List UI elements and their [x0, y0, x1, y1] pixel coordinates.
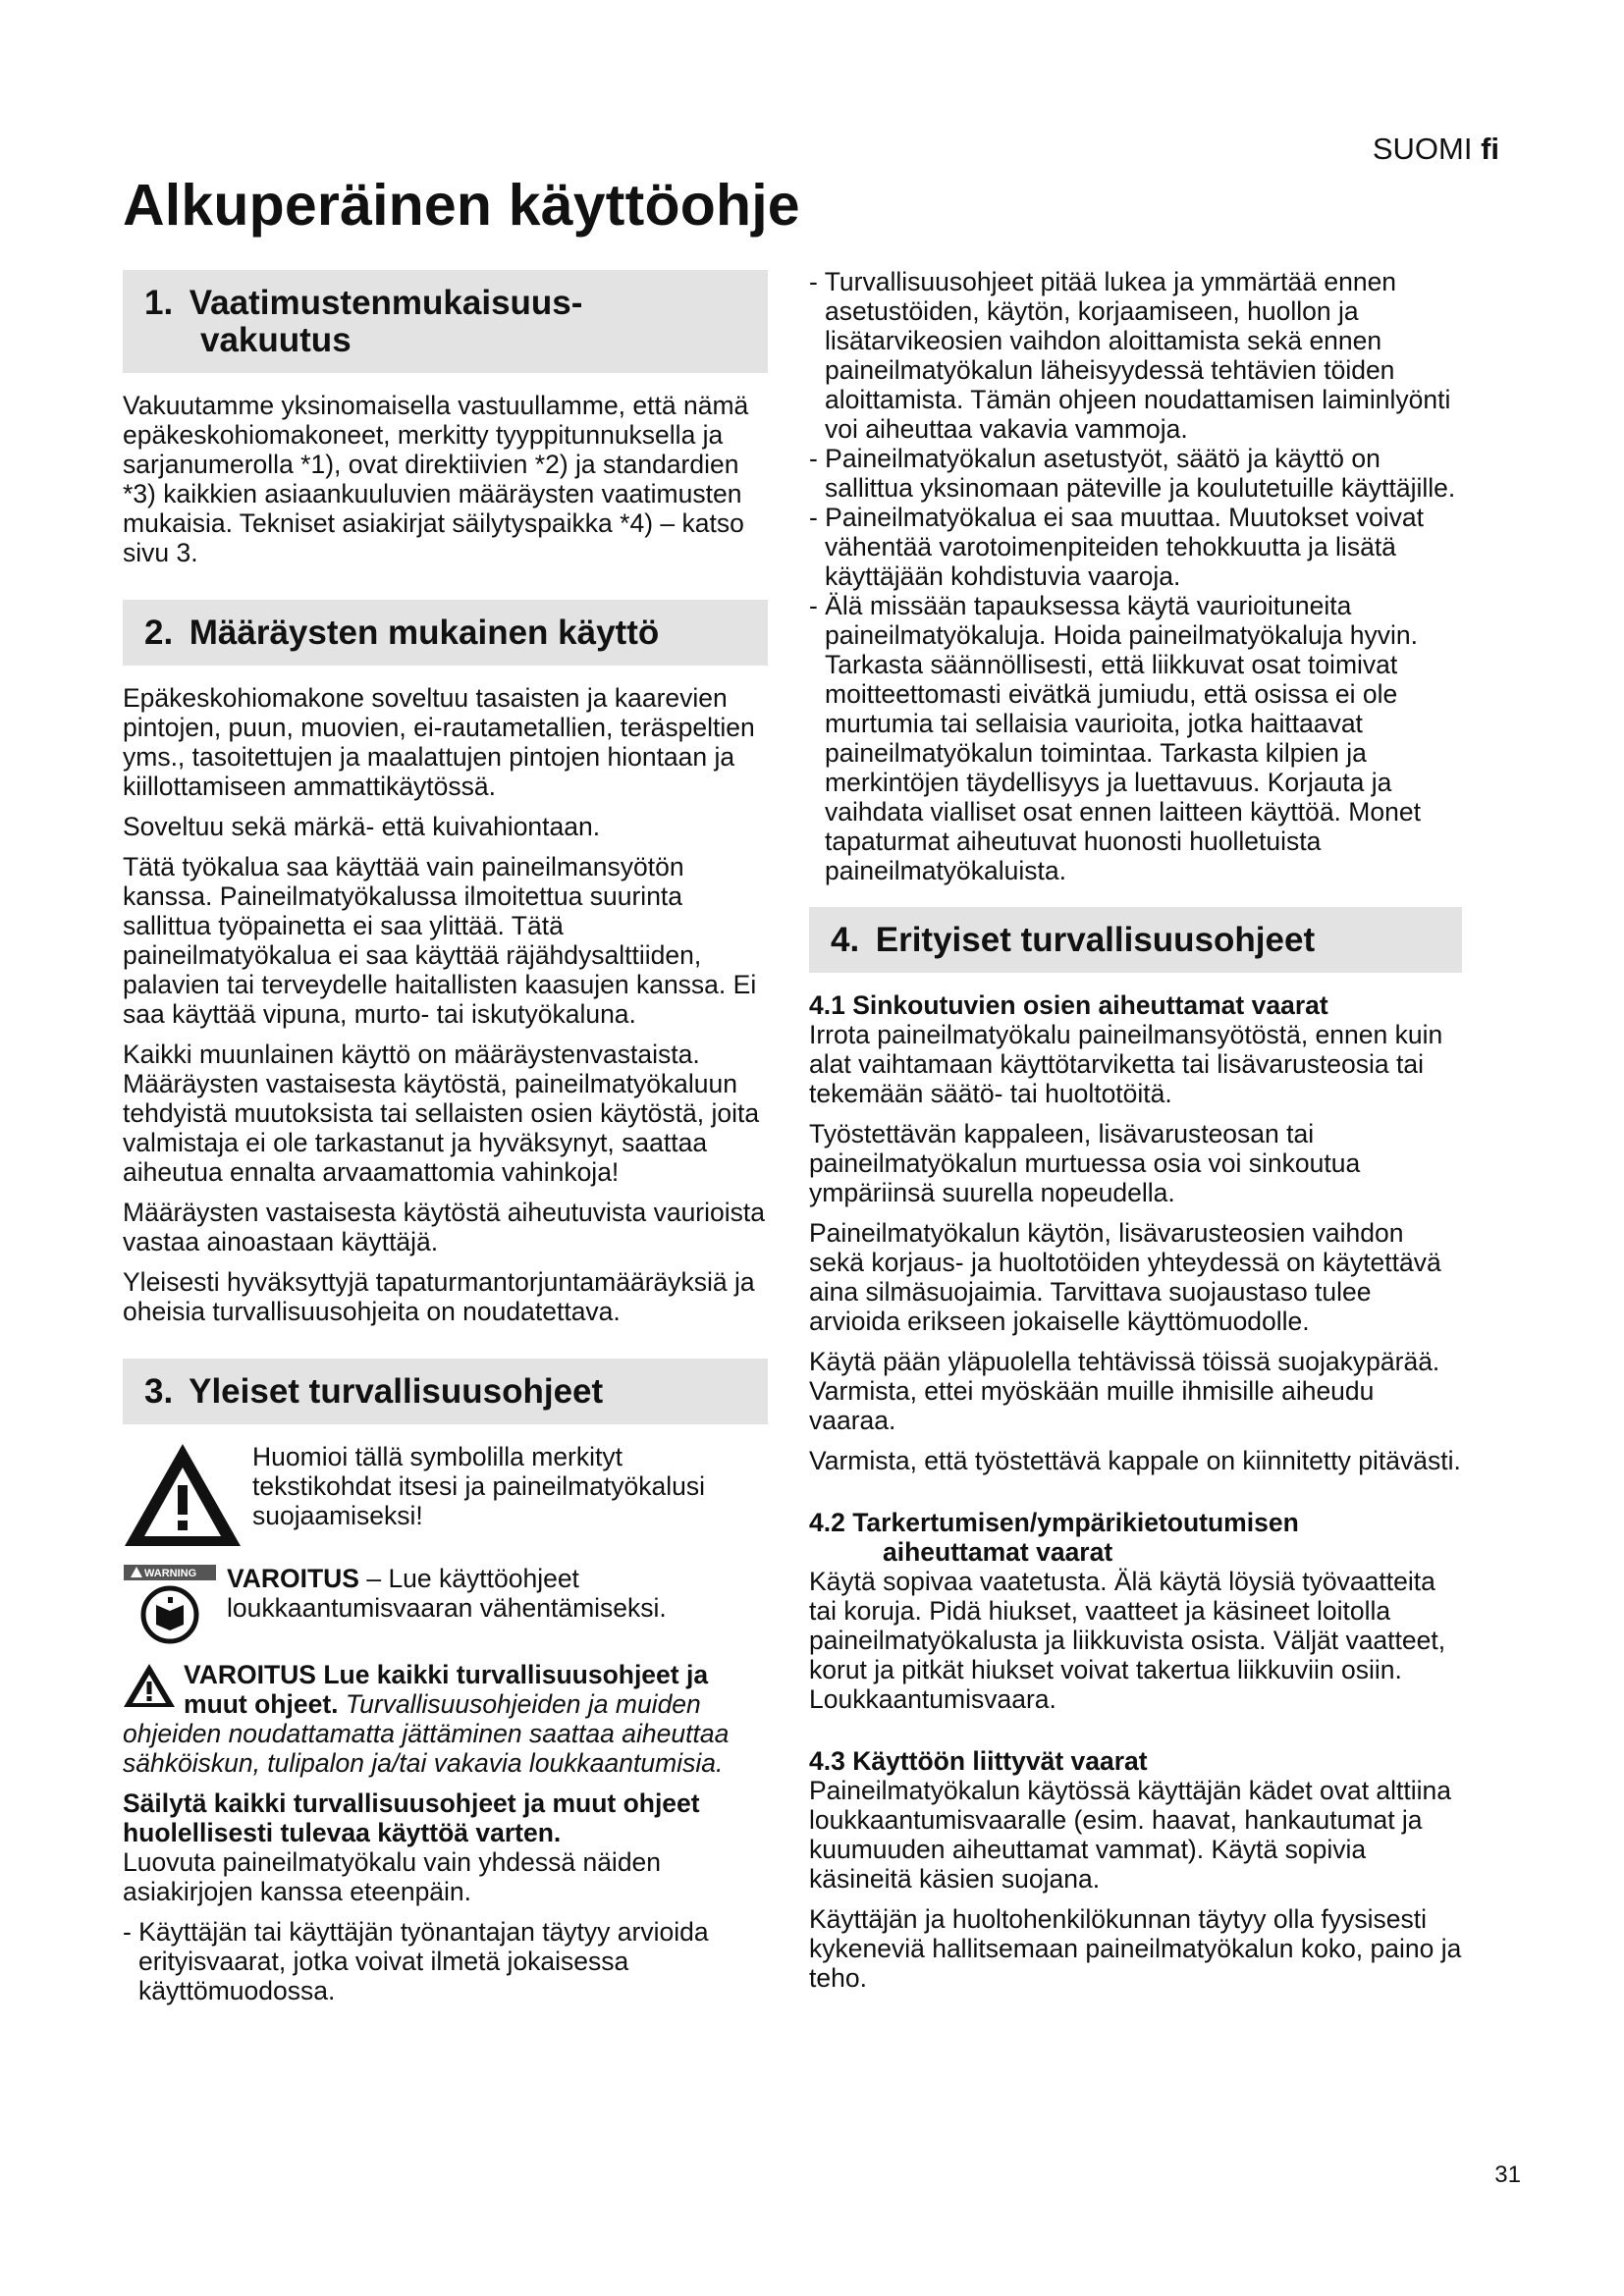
page-title: Alkuperäinen käyttöohje: [123, 173, 800, 238]
read-manual-warning: WARNING VAROITUS – Lue käyttöohjeet loukkaantumisvaaran vähentämiseksi.: [123, 1564, 768, 1650]
paragraph: Yleisesti hyväksyttyjä tapaturmantorjuntamääräyksiä ja oheisia turvallisuusohjeita on noudatettava.: [123, 1267, 755, 1326]
left-column: [123, 270, 768, 2005]
section-1-body: Vakuutamme yksinomaisella vastuullamme, että nämä epäkeskohiomakoneet, merkitty tyyppitunnuksella ja sarjanumerolla *1), ovat direktiivien *2) ja standardien *3) kaikkien asiaankuuluvien määräysten vaatimusten mukaisia. Tekniset asiakirjat säilytyspaikka *4) – katso sivu 3.: [123, 391, 749, 567]
paragraph: Irrota paineilmatyökalu paineilmansyötöstä, ennen kuin alat vaihtamaan käyttötarviketta tai lisävarusteosia tai tekemään säätö- tai huoltotöitä.: [809, 1020, 1443, 1108]
paragraph: Soveltuu sekä märkä- että kuivahiontaan.: [123, 812, 601, 841]
section-2-heading: 2. Määräysten mukainen käyttö: [123, 600, 768, 666]
paragraph: Käytä sopivaa vaatetusta. Älä käytä löysiä työvaatteita tai koruja. Pidä hiukset, vaatteet ja käsineet loitolla paineilmatyökalusta ja liikkuvista osista. Väljät vaatteet, korut ja pitkät hiukset voivat takertua liikkuviin osiin. Loukkaantumisvaara.: [809, 1567, 1446, 1714]
subsection-4-1-title: 4.1 Sinkoutuvien osien aiheuttamat vaarat: [809, 990, 1328, 1020]
symbol-note: Huomioi tällä symbolilla merkityt tekstikohdat itsesi ja paineilmatyökalusi suojaamiseksi!: [123, 1442, 768, 1554]
warning-label: VAROITUS: [227, 1564, 359, 1593]
subsection-4-2-title: 4.2 Tarkertumisen/ympärikietoutumisen aiheuttamat vaarat: [809, 1508, 1299, 1567]
page-number: 31: [1494, 2162, 1521, 2188]
keep-instructions: Säilytä kaikki turvallisuusohjeet ja muut ohjeet huolellisesti tulevaa käyttöä varten. Luovuta paineilmatyökalu vain yhdessä näiden asiakirjojen kanssa eteenpäin.: [123, 1789, 700, 1906]
bullet-item: - Älä missään tapauksessa käytä vaurioituneita paineilmatyökaluja. Hoida paineilmatyökaluja hyvin. Tarkasta säännöllisesti, että liikkuvat osat toimivat moitteettomasti eivätkä jumiudu, että osissa ei ole murtumia tai sellaisia vaurioita, jotka haittaavat paineilmatyökalun toimintaa. Tarkasta kilpien ja merkintöjen täydellisyys ja luettavuus. Korjauta ja vaihdata vialliset osat ennen laitteen käyttöä. Monet tapaturmat aiheutuvat huonosti huolletuista paineilmatyökaluista.: [809, 591, 1421, 885]
language-label: SUOMI fi: [1372, 132, 1499, 166]
bullet-item: - Turvallisuusohjeet pitää lukea ja ymmärtää ennen asetustöiden, käytön, korjaamiseen, huollon ja lisätarvikeosien vaihdon aloittamista sekä ennen paineilmatyökalun läheisyydessä tehtävien töiden aloittamista. Tämän ohjeen noudattamisen laiminlyönti voi aiheuttaa vakavia vammoja.: [809, 267, 1451, 444]
paragraph: Paineilmatyökalun käytössä käyttäjän kädet ovat alttiina loukkaantumisvaaralle (esim. haavat, hankautumat ja kuumuuden aiheuttamat vammat). Käytä sopivia käsineitä käsien suojana.: [809, 1776, 1452, 1894]
paragraph: Määräysten vastaisesta käytöstä aiheutuvista vaurioista vastaa ainoastaan käyttäjä.: [123, 1198, 765, 1256]
general-warning: VAROITUS Lue kaikki turvallisuusohjeet ja muut ohjeet. Turvallisuusohjeiden ja muiden ohjeiden noudattamatta jättäminen saattaa aiheuttaa sähköiskun, tulipalon ja/tai vakavia loukkaantumisia.: [123, 1660, 730, 1778]
paragraph: Epäkeskohiomakone soveltuu tasaisten ja kaarevien pintojen, puun, muovien, ei-rautametallien, teräspeltien yms., tasoitettujen ja maalattujen pintojen hiontaan ja kiillottamiseen ammattikäytössä.: [123, 683, 755, 801]
paragraph: Paineilmatyökalun käytön, lisävarusteosien vaihdon sekä korjaus- ja huoltotöiden yhteydessä on käytettävä aina silmäsuojaimia. Tarvittava suojaustaso tulee arvioida erikseen jokaiselle käyttömuodolle.: [809, 1218, 1441, 1336]
paragraph: Käyttäjän ja huoltohenkilökunnan täytyy olla fyysisesti kykeneviä hallitsemaan paineilmatyökalun koko, paino ja teho.: [809, 1904, 1462, 1993]
bullet-item: - Paineilmatyökalua ei saa muuttaa. Muutokset voivat vähentää varotoimenpiteiden tehokkuutta ja lisätä käyttäjään kohdistuvia vaaroja.: [809, 503, 1425, 591]
subsection-4-3-title: 4.3 Käyttöön liittyvät vaarat: [809, 1746, 1148, 1776]
section-1-heading: 1. Vaatimustenmukaisuus- vakuutus: [123, 270, 768, 373]
paragraph: Kaikki muunlainen käyttö on määräystenvastaista. Määräysten vastaisesta käytöstä, paineilmatyökaluun tehdyistä muutoksista tai sellaisten osien käytöstä, joita valmistaja ei ole tarkastanut ja hyväksynyt, saattaa aiheutua ennalta arvaamattomia vahinkoja!: [123, 1040, 760, 1187]
bullet-item: - Paineilmatyökalun asetustyöt, säätö ja käyttö on sallittua yksinomaan päteville ja koulutetuille käyttäjille.: [809, 444, 1456, 503]
bullet-item: - Käyttäjän tai käyttäjän työnantajan täytyy arvioida erityisvaarat, jotka voivat ilmetä jokaisessa käyttömuodossa.: [123, 1917, 709, 2005]
paragraph: Varmista, että työstettävä kappale on kiinnitetty pitävästi.: [809, 1446, 1461, 1475]
section-3-heading: 3. Yleiset turvallisuusohjeet: [123, 1359, 768, 1424]
paragraph: Käytä pään yläpuolella tehtävissä töissä suojakypärää. Varmista, ettei myöskään muille ihmisille aiheudu vaaraa.: [809, 1347, 1440, 1435]
paragraph: Tätä työkalua saa käyttää vain paineilmansyötön kanssa. Paineilmatyökalussa ilmoitettua suurinta sallittua työpainetta ei saa ylittää. Tätä paineilmatyökalua ei saa käyttää räjähdysalttiiden, palavien tai terveydelle haitallisten kaasujen kanssa. Ei saa käyttää vipuna, murto- tai iskutyökaluna.: [123, 852, 757, 1029]
warning-badge-text: WARNING: [144, 1568, 197, 1579]
section-4-heading: 4. Erityiset turvallisuusohjeet: [809, 907, 1462, 973]
warning-triangle-icon: [123, 1442, 243, 1554]
read-manual-icon: [123, 1564, 217, 1650]
paragraph: Työstettävän kappaleen, lisävarusteosan tai paineilmatyökalun murtuessa osia voi sinkoutua ympäriinsä suurella nopeudella.: [809, 1119, 1361, 1207]
right-column: [809, 267, 1462, 2003]
language-code: fi: [1481, 132, 1499, 166]
small-warning-triangle-icon: [123, 1663, 176, 1714]
